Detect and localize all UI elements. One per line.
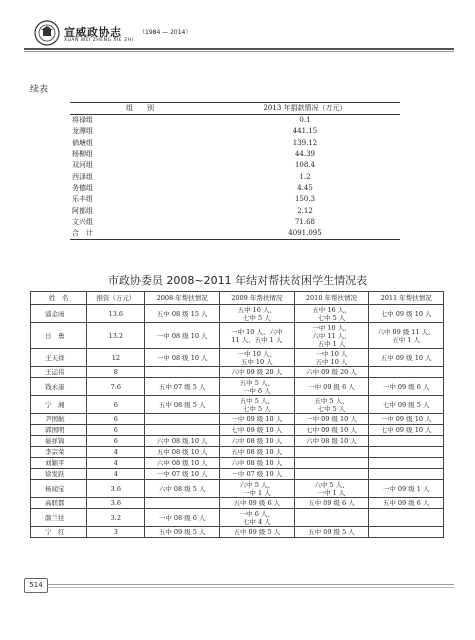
- group-name-cell: 文兴组: [72, 217, 93, 226]
- table-row: [70, 149, 400, 160]
- donation-cell: 4: [87, 458, 145, 469]
- column-header: 捐资（万元）: [87, 292, 145, 305]
- year-2010-cell: 五中 09 级 6 人: [294, 498, 369, 509]
- year-2010-cell: [294, 458, 369, 469]
- table-row: [31, 378, 444, 396]
- column-header: 姓 名: [31, 292, 87, 305]
- year-2009-cell: 六中 5 人、 一中 1 人: [219, 480, 294, 498]
- member-name-cell: 李宗荣: [31, 447, 87, 458]
- year-2009-cell: 五中 16 人、 七中 5 人: [219, 305, 294, 323]
- group-name-cell: 乐丰组: [72, 195, 93, 204]
- year-2008-cell: [145, 414, 220, 425]
- amount-cell: 44.39: [294, 150, 316, 159]
- book-title: 宣威政协志: [64, 26, 122, 39]
- member-name-cell: 日 勇: [31, 323, 87, 349]
- year-2010-cell: [294, 509, 369, 527]
- donation-cell: 7.6: [87, 378, 145, 396]
- group-name-cell: 务德组: [72, 183, 93, 192]
- table-row: [31, 509, 444, 527]
- table-row: [70, 171, 400, 182]
- year-2011-cell: [369, 458, 444, 469]
- page-number: 514: [24, 578, 48, 593]
- year-2009-cell: 五中 5 人、 一中 6 人: [219, 378, 294, 396]
- year-2011-cell: [369, 367, 444, 378]
- member-name-cell: 高联都: [31, 498, 87, 509]
- table-row: [70, 160, 400, 171]
- column-header: 2013 年捐款情况（万元）: [210, 103, 400, 115]
- table-row: [31, 323, 444, 349]
- year-2008-cell: [145, 498, 220, 509]
- group-name-cell: 双河组: [72, 161, 93, 170]
- amount-cell: 441.15: [292, 127, 318, 136]
- year-2011-cell: [369, 527, 444, 538]
- donation-cell: 12: [87, 349, 145, 367]
- footer-rule-thin: [24, 587, 454, 588]
- year-2008-cell: 一中 08 级 10 人: [145, 349, 220, 367]
- column-header: 2010 年帮扶情况: [294, 292, 369, 305]
- year-2008-cell: 五中 07 级 5 人: [145, 378, 220, 396]
- table-row: [31, 498, 444, 509]
- year-2008-cell: 五中 08 级 5 人: [145, 396, 220, 414]
- year-2008-cell: 五中 08 级 15 人: [145, 305, 220, 323]
- table-row: [31, 414, 444, 425]
- table-header-row: [70, 103, 400, 115]
- table-row: [70, 115, 400, 127]
- year-2008-cell: 五中 09 级 5 人: [145, 527, 220, 538]
- amount-cell: 4091.095: [210, 228, 400, 240]
- table-row: [31, 480, 444, 498]
- year-2009-cell: 一中 07 级 10 人: [219, 469, 294, 480]
- donation-cell: 8: [87, 367, 145, 378]
- year-2011-cell: 一中 09 级 1 人: [369, 480, 444, 498]
- year-2011-cell: 一中 09 级 6 人: [369, 378, 444, 396]
- header-rule: [24, 48, 454, 50]
- year-2009-cell: 五中 5 人、 七中 5 人: [219, 396, 294, 414]
- member-name-cell: 杨闻宝: [31, 480, 87, 498]
- year-2011-cell: 六中 09 级 11 人、 五中 1 人: [369, 323, 444, 349]
- donation-cell: 3.2: [87, 509, 145, 527]
- member-name-cell: 颜兰往: [31, 509, 87, 527]
- group-name-cell: 西泽组: [72, 172, 93, 181]
- donation-cell: 13.2: [87, 323, 145, 349]
- table-row: [31, 469, 444, 480]
- amount-cell: 139.12: [292, 138, 318, 147]
- year-2009-cell: 六中 08 级 10 人: [219, 436, 294, 447]
- year-2009-cell: 七中 09 级 10 人: [219, 425, 294, 436]
- amount-cell: 71.68: [294, 217, 316, 226]
- year-2011-cell: [369, 469, 444, 480]
- page-header: [24, 8, 454, 54]
- member-name-cell: 尹国航: [31, 414, 87, 425]
- table-header-row: [31, 292, 444, 305]
- donation-cell: 4: [87, 447, 145, 458]
- year-2008-cell: 六中 08 级 5 人: [145, 480, 220, 498]
- member-name-cell: 宁 湘: [31, 396, 87, 414]
- year-2008-cell: 六中 08 级 10 人: [145, 458, 220, 469]
- year-2011-cell: 一中 09 级 10 人: [369, 414, 444, 425]
- table-row: [31, 425, 444, 436]
- year-2009-cell: 一中 6 人、 七中 4 人: [219, 509, 294, 527]
- table-row: [70, 183, 400, 194]
- footer-rule: [24, 584, 454, 585]
- table-row: [70, 205, 400, 216]
- member-name-cell: 王运伟: [31, 367, 87, 378]
- table-row: [31, 305, 444, 323]
- year-2008-cell: 六中 08 级 10 人: [145, 436, 220, 447]
- year-2010-cell: 六中 09 级 20 人: [294, 367, 369, 378]
- table-row: [70, 138, 400, 149]
- member-name-cell: 晏祥锦: [31, 436, 87, 447]
- table-row: [31, 349, 444, 367]
- column-header: 2008 年帮扶情况: [145, 292, 220, 305]
- year-2011-cell: 七中 09 级 5 人: [369, 396, 444, 414]
- group-name-cell: 倘塘组: [72, 138, 93, 147]
- year-2009-cell: 六中 08 级 10 人: [219, 458, 294, 469]
- table-row: [31, 367, 444, 378]
- year-2011-cell: [369, 436, 444, 447]
- assistance-table: [30, 291, 444, 538]
- member-name-cell: 王天祥: [31, 349, 87, 367]
- group-name-cell: 合 计: [70, 228, 210, 240]
- table-row: [31, 436, 444, 447]
- year-2009-cell: 五中 09 级 6 人: [219, 498, 294, 509]
- table-row: [70, 217, 400, 228]
- donation-cell: 6: [87, 436, 145, 447]
- continued-label: 续表: [30, 85, 49, 95]
- table-row: [31, 447, 444, 458]
- year-2008-cell: 一中 08 级 10 人: [145, 323, 220, 349]
- member-name-cell: 郭国明: [31, 425, 87, 436]
- year-2008-cell: [145, 425, 220, 436]
- column-header: 2011 年帮扶情况: [369, 292, 444, 305]
- book-years: （1984 — 2014）: [139, 29, 192, 36]
- amount-cell: 4.45: [297, 183, 313, 192]
- donation-cell: 3.6: [87, 498, 145, 509]
- header-rule-thin: [24, 51, 454, 52]
- table-title: 市政协委员 2008~2011 年结对帮扶贫困学生情况表: [107, 274, 368, 287]
- year-2011-cell: 七中 09 级 10 人: [369, 305, 444, 323]
- member-name-cell: 浦金雨: [31, 305, 87, 323]
- amount-cell: 108.4: [294, 161, 316, 170]
- donation-table: [70, 102, 400, 240]
- year-2010-cell: 一中 10 人 五中 10 人: [294, 349, 369, 367]
- donation-cell: 13.6: [87, 305, 145, 323]
- donation-cell: 3.6: [87, 480, 145, 498]
- year-2011-cell: 五中 09 级 6 人: [369, 498, 444, 509]
- amount-cell: 0.1: [299, 116, 311, 125]
- year-2010-cell: 一中 09 级 6 人: [294, 378, 369, 396]
- year-2008-cell: [145, 367, 220, 378]
- column-header: 2009 年帮扶情况: [219, 292, 294, 305]
- donation-cell: 3: [87, 527, 145, 538]
- year-2009-cell: 一中 09 级 10 人: [219, 414, 294, 425]
- member-name-cell: 徐发跃: [31, 469, 87, 480]
- year-2009-cell: 五中 09 级 5 人: [219, 527, 294, 538]
- table-row: [31, 458, 444, 469]
- table-row: [70, 228, 400, 240]
- year-2011-cell: [369, 509, 444, 527]
- year-2010-cell: 五中 5 人、 七中 5 人: [294, 396, 369, 414]
- member-name-cell: 宁 红: [31, 527, 87, 538]
- year-2010-cell: 一中 10 人、 六中 11 人、 五中 1 人: [294, 323, 369, 349]
- donation-cell: 6: [87, 396, 145, 414]
- table-row: [70, 126, 400, 137]
- year-2009-cell: 一中 10 人、 五中 10 人: [219, 349, 294, 367]
- year-2010-cell: 五中 09 级 5 人: [294, 527, 369, 538]
- member-name-cell: 钱永康: [31, 378, 87, 396]
- group-name-cell: 阿都组: [72, 206, 93, 215]
- member-name-cell: 刘颖平: [31, 458, 87, 469]
- amount-cell: 150.3: [294, 195, 316, 204]
- amount-cell: 2.12: [297, 206, 313, 215]
- year-2011-cell: 五中 09 级 10 人: [369, 349, 444, 367]
- table-row: [70, 194, 400, 205]
- year-2010-cell: 七中 09 级 10 人: [294, 425, 369, 436]
- column-header: 组 别: [70, 103, 210, 115]
- year-2010-cell: [294, 469, 369, 480]
- year-2011-cell: 七中 09 级 10 人: [369, 425, 444, 436]
- donation-cell: 4: [87, 469, 145, 480]
- year-2008-cell: 五中 08 级 10 人: [145, 447, 220, 458]
- emblem-icon: [34, 20, 60, 46]
- donation-cell: 6: [87, 414, 145, 425]
- table-row: [31, 396, 444, 414]
- book-pinyin: XUAN WEI ZHENG XIE ZHI: [64, 38, 134, 43]
- year-2010-cell: [294, 447, 369, 458]
- amount-cell: 1.2: [299, 172, 311, 181]
- year-2009-cell: 五中 08 级 10 人: [219, 447, 294, 458]
- year-2010-cell: 一中 09 级 10 人: [294, 414, 369, 425]
- table-row: [31, 527, 444, 538]
- year-2010-cell: 六中 5 人、 一中 1 人: [294, 480, 369, 498]
- year-2009-cell: 六中 09 级 20 人: [219, 367, 294, 378]
- year-2009-cell: 一中 10 人、六中 11 人、五中 1 人: [219, 323, 294, 349]
- year-2010-cell: 五中 16 人、 七中 5 人: [294, 305, 369, 323]
- year-2010-cell: 六中 08 级 10 人: [294, 436, 369, 447]
- group-name-cell: 杨柳组: [72, 150, 93, 159]
- year-2011-cell: [369, 447, 444, 458]
- group-name-cell: 龙潭组: [72, 127, 93, 136]
- group-name-cell: 将禄组: [72, 116, 93, 125]
- year-2008-cell: 一中 08 级 6 人: [145, 509, 220, 527]
- donation-cell: 6: [87, 425, 145, 436]
- year-2008-cell: 一中 07 级 10 人: [145, 469, 220, 480]
